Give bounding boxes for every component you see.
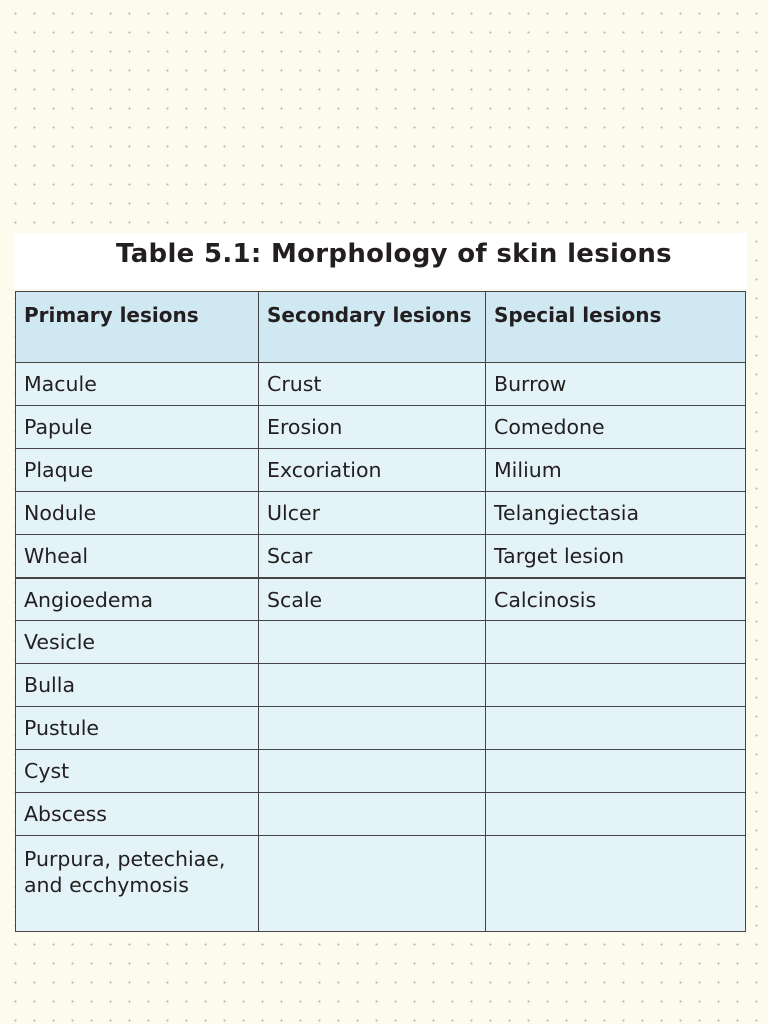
special-lesion-cell: Calcinosis	[486, 578, 746, 621]
header-special-lesions: Special lesions	[486, 292, 746, 363]
lesion-morphology-table	[15, 291, 746, 932]
special-lesion-cell: Milium	[486, 449, 746, 492]
primary-lesion-cell: Nodule	[16, 492, 259, 535]
special-lesion-cell: Burrow	[486, 363, 746, 406]
table-row	[16, 793, 746, 836]
primary-lesion-cell: Vesicle	[16, 621, 259, 664]
special-lesion-cell	[486, 707, 746, 750]
primary-lesion-cell: Plaque	[16, 449, 259, 492]
header-secondary-lesions: Secondary lesions	[259, 292, 486, 363]
table-row	[16, 406, 746, 449]
secondary-lesion-cell: Ulcer	[259, 492, 486, 535]
table-title-band	[14, 233, 747, 289]
table-row	[16, 836, 746, 932]
secondary-lesion-cell	[259, 793, 486, 836]
table-row	[16, 707, 746, 750]
secondary-lesion-cell	[259, 750, 486, 793]
special-lesion-cell: Target lesion	[486, 535, 746, 578]
table-row	[16, 449, 746, 492]
table-title: Table 5.1: Morphology of skin lesions	[116, 239, 672, 269]
special-lesion-cell: Comedone	[486, 406, 746, 449]
table-row	[16, 750, 746, 793]
primary-lesion-cell: Angioedema	[16, 578, 259, 621]
secondary-lesion-cell: Excoriation	[259, 449, 486, 492]
primary-lesion-cell: Abscess	[16, 793, 259, 836]
secondary-lesion-cell	[259, 836, 486, 932]
secondary-lesion-cell	[259, 707, 486, 750]
header-primary-lesions: Primary lesions	[16, 292, 259, 363]
special-lesion-cell	[486, 621, 746, 664]
secondary-lesion-cell	[259, 621, 486, 664]
special-lesion-cell	[486, 750, 746, 793]
table-row	[16, 578, 746, 621]
primary-lesion-cell: Cyst	[16, 750, 259, 793]
primary-lesion-cell: Pustule	[16, 707, 259, 750]
secondary-lesion-cell: Crust	[259, 363, 486, 406]
primary-lesion-cell: Papule	[16, 406, 259, 449]
header-row	[16, 292, 746, 363]
primary-lesion-cell: Purpura, petechiae, and ecchymosis	[16, 836, 259, 932]
secondary-lesion-cell	[259, 664, 486, 707]
secondary-lesion-cell: Erosion	[259, 406, 486, 449]
primary-lesion-cell: Macule	[16, 363, 259, 406]
table-row	[16, 621, 746, 664]
secondary-lesion-cell: Scar	[259, 535, 486, 578]
special-lesion-cell: Telangiectasia	[486, 492, 746, 535]
special-lesion-cell	[486, 664, 746, 707]
table-row	[16, 363, 746, 406]
table-row	[16, 664, 746, 707]
table-row	[16, 535, 746, 578]
special-lesion-cell	[486, 793, 746, 836]
special-lesion-cell	[486, 836, 746, 932]
primary-lesion-cell: Bulla	[16, 664, 259, 707]
table-row	[16, 492, 746, 535]
secondary-lesion-cell: Scale	[259, 578, 486, 621]
primary-lesion-cell: Wheal	[16, 535, 259, 578]
